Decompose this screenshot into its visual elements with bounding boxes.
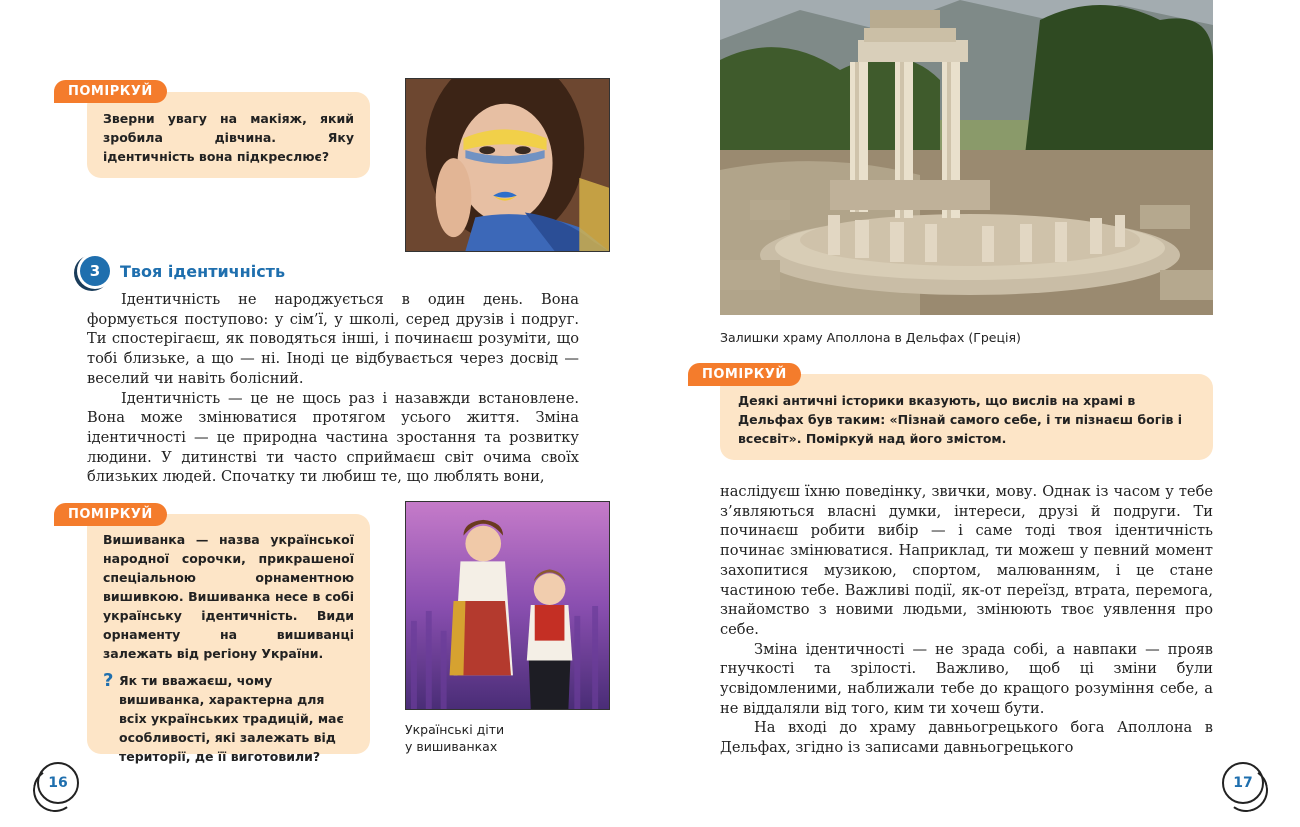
think-box-2-question: Як ти вважаєш, чому вишиванка, характерна для всіх українських традицій, має особливості, які залежать від території, де її виготовили? <box>119 673 344 764</box>
temple-illustration <box>720 0 1213 315</box>
think-box-1 <box>87 92 370 178</box>
think-box-2 <box>87 514 370 764</box>
think-box-3 <box>720 374 1213 460</box>
right-body-text <box>720 482 1213 758</box>
portrait-illustration <box>406 79 609 251</box>
children-illustration <box>406 502 609 709</box>
children-photo <box>405 501 610 710</box>
think-box-2-question-block <box>103 671 354 766</box>
think-box-1-text: Зверни увагу на макіяж, який зробила дівчина. Яку ідентичність вона підкреслює? <box>103 111 354 164</box>
portrait-photo <box>405 78 610 252</box>
think-tag-3: ПОМІРКУЙ <box>688 363 801 386</box>
think-box-2-text: Вишиванка — назва української народної сорочки, прикрашеної спеціальною орнаментною вишивкою. Вишиванка несе в собі українську ідентичність. Види орнаменту на вишиванці залежать від регіону України. <box>103 532 354 661</box>
right-paragraph-2: Зміна ідентичності — не зрада собі, а навпаки — прояв гнучкості та зрілості. Важливо, щоб ці зміни були усвідомленими, наближали тебе до кращого розуміння себе, а не віддаляли від того, ким ти хочеш бути. <box>720 640 1213 717</box>
left-body-text <box>87 290 579 487</box>
think-tag-1: ПОМІРКУЙ <box>54 80 167 103</box>
section-number-badge: 3 <box>80 256 110 286</box>
right-paragraph-1: наслідуєш їхню поведінку, звички, мову. Однак із часом у тебе з’являються власні думки, інтереси, друзі й подруги. Ти починаєш робити вибір — і саме тоді твоя ідентичність починає змінюватися. Наприклад, ти можеш у певний момент захопитися музикою, спортом, малюванням, і це стане частиною тебе. Важливі події, як-от переїзд, втрата, перемога, знайомство з новими людьми, змінюють твоє уявлення про себе. <box>720 483 1213 638</box>
question-icon: ? <box>103 670 114 691</box>
temple-photo-caption: Залишки храму Аполлона в Дельфах (Греція) <box>720 330 1021 345</box>
page-number-left: 16 <box>37 762 79 804</box>
think-box-3-text: Деякі античні історики вказують, що вислів на храмі в Дельфах був таким: «Пізнай самого себе, і ти пізнаєш богів і всесвіт». Поміркуй над його змістом. <box>738 393 1183 446</box>
left-paragraph-2: Ідентичність — це не щось раз і назавжди встановлене. Вона може змінюватися протягом усього життя. Зміна ідентичності — це природна частина зростання та розвитку людини. У дитинстві ти часто сприймаєш світ очима своїх близьких людей. Спочатку ти любиш те, що люблять вони, <box>87 389 579 486</box>
children-photo-caption <box>405 721 504 755</box>
right-paragraph-3: На вході до храму давньогрецького бога Аполлона в Дельфах, згідно із записами давньогрецького <box>720 719 1213 757</box>
left-paragraph-1: Ідентичність не народжується в один день. Вона формується поступово: у сім’ї, у школі, серед друзів і подруг. Ти спостерігаєш, як поводяться інші, і починаєш розуміти, що тобі близьке, а що — ні. Іноді це відбувається через досвід — веселий чи навіть болісний. <box>87 291 579 387</box>
page-number-right: 17 <box>1222 762 1264 804</box>
children-photo-caption-line-2: у вишиванках <box>405 739 498 754</box>
think-tag-2: ПОМІРКУЙ <box>54 503 167 526</box>
temple-photo <box>720 0 1213 315</box>
section-title: Твоя ідентичність <box>120 262 286 281</box>
children-photo-caption-line-1: Українські діти <box>405 722 505 737</box>
